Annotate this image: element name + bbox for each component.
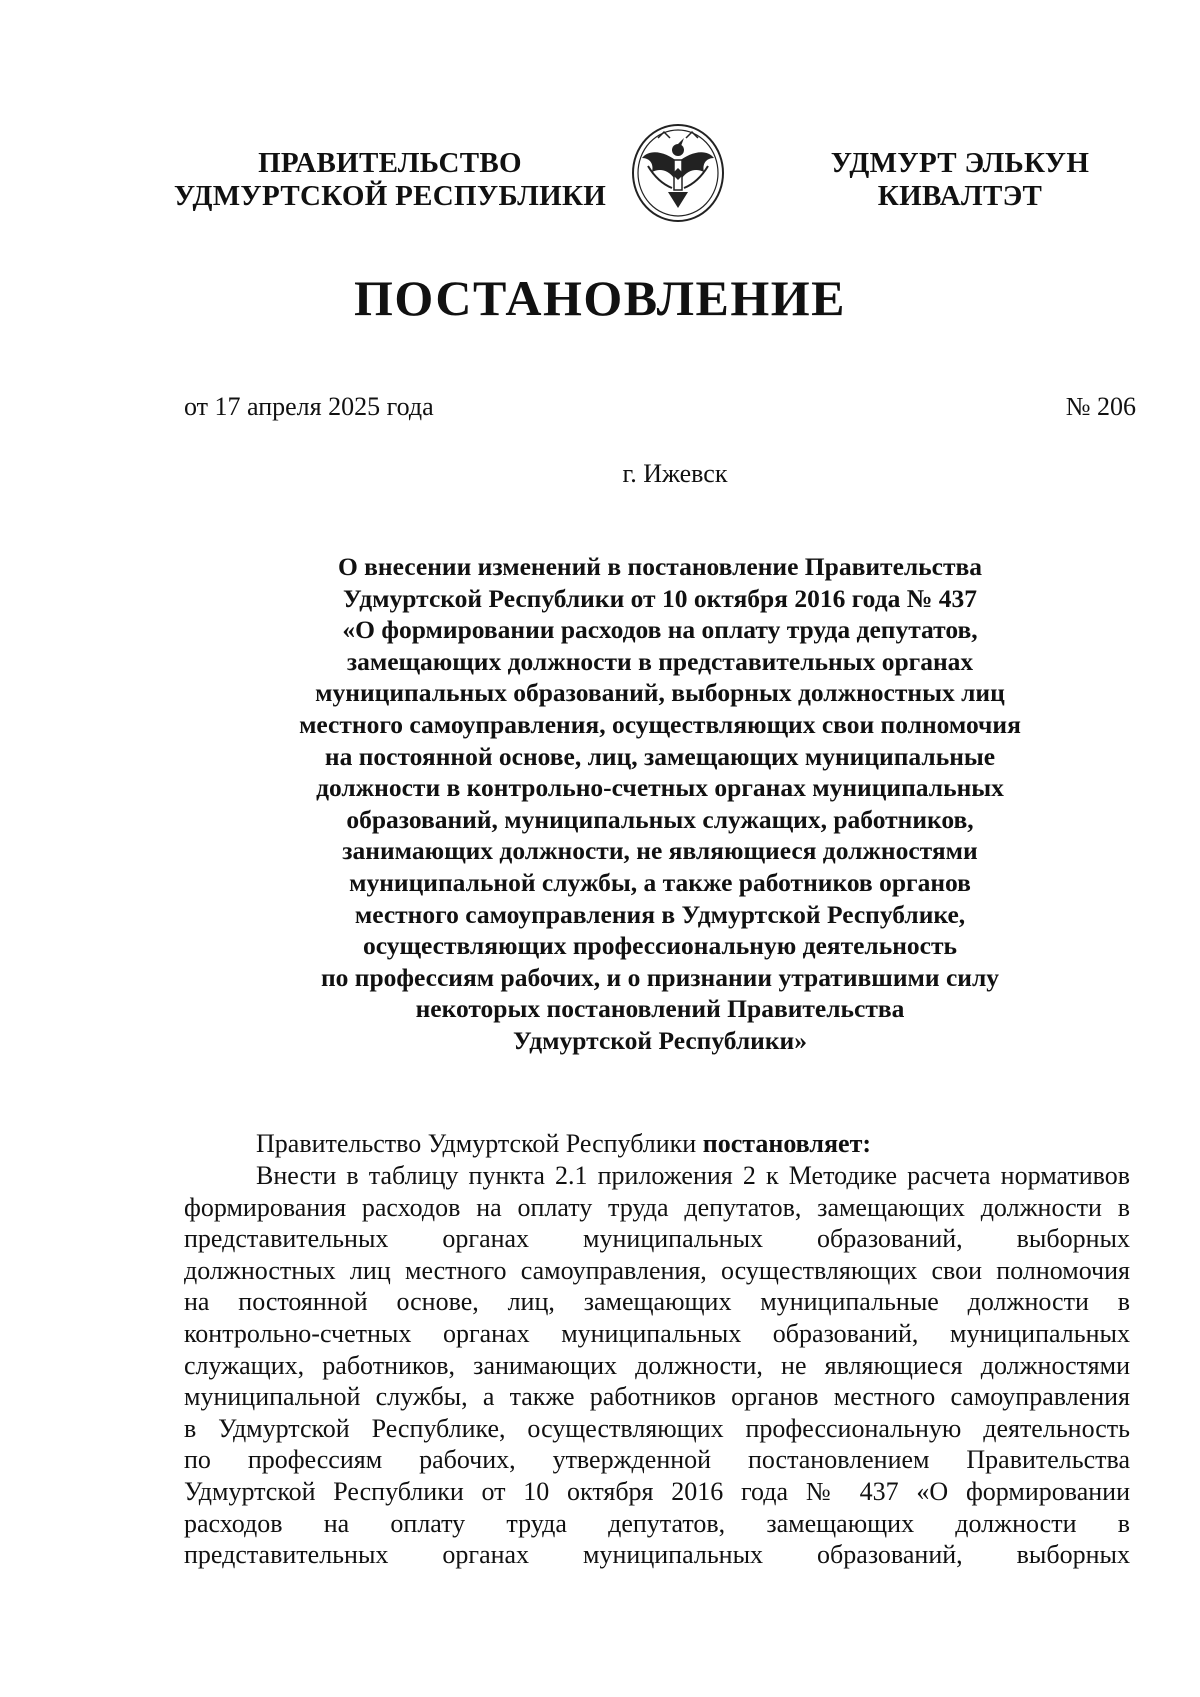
title-line: Удмуртской Республики от 10 октября 2016 года № 437 xyxy=(343,583,977,613)
header-right-line2: КИВАЛТЭТ xyxy=(877,180,1043,212)
header-left-line1: ПРАВИТЕЛЬСТВО xyxy=(258,147,522,179)
body-line: должностных лиц местного самоуправления, осуществляющих свои полномочия xyxy=(184,1255,1130,1285)
title-line: местного самоуправления, осуществляющих свои полномочия xyxy=(299,709,1021,739)
header-right-line1: УДМУРТ ЭЛЬКУН xyxy=(830,147,1090,179)
body-line: муниципальной службы, а также работников органов местного самоуправления xyxy=(184,1382,1130,1412)
header-left xyxy=(160,147,620,213)
title-line: по профессиям рабочих, и о признании утратившими силу xyxy=(320,962,1000,992)
title-line: некоторых постановлений Правительства xyxy=(415,994,905,1024)
intro-resolves: постановляет: xyxy=(702,1129,871,1158)
body-line: служащих, работников, занимающих должности, не являющиеся должностями xyxy=(184,1350,1130,1380)
body-line: представительных органах муниципальных образований, выборных xyxy=(184,1540,1130,1570)
body-line: Удмуртской Республики от 10 октября 2016 года № 437 «О формировании xyxy=(184,1476,1130,1506)
title-line: Удмуртской Республики» xyxy=(513,1025,807,1055)
intro-paragraph xyxy=(256,1128,871,1160)
title-line: должности в контрольно-счетных органах муниципальных xyxy=(316,773,1004,803)
title-line: замещающих должности в представительных органах xyxy=(346,646,974,676)
header-left-line2: УДМУРТСКОЙ РЕСПУБЛИКИ xyxy=(173,180,607,212)
coat-of-arms-icon xyxy=(628,122,728,224)
title-line: местного самоуправления в Удмуртской Республике, xyxy=(354,899,966,929)
title-line: образований, муниципальных служащих, работников, xyxy=(346,804,974,834)
body-line: по профессиям рабочих, утвержденной постановлением Правительства xyxy=(184,1445,1130,1475)
title-line: занимающих должности, не являющиеся должностями xyxy=(342,836,978,866)
body-line: контрольно-счетных органах муниципальных образований, муниципальных xyxy=(184,1318,1130,1348)
header-right xyxy=(800,147,1120,213)
body-line: на постоянной основе, лиц, замещающих муниципальные должности в xyxy=(184,1287,1130,1317)
document-title xyxy=(240,551,1080,1057)
title-line: «О формировании расходов на оплату труда депутатов, xyxy=(342,615,978,645)
intro-text: Правительство Удмуртской Республики xyxy=(256,1129,703,1158)
body-paragraph xyxy=(184,1160,1130,1571)
title-line: осуществляющих профессиональную деятельность xyxy=(362,931,957,961)
body-line: расходов на оплату труда депутатов, замещающих должности в xyxy=(184,1508,1130,1538)
body-line: Внести в таблицу пункта 2.1 приложения 2 к Методике расчета нормативов xyxy=(256,1161,1130,1190)
document-type: ПОСТАНОВЛЕНИЕ xyxy=(354,270,846,326)
document-number: № 206 xyxy=(1065,392,1136,421)
document-date: от 17 апреля 2025 года xyxy=(184,392,434,421)
body-line: в Удмуртской Республике, осуществляющих профессиональную деятельность xyxy=(184,1413,1130,1443)
title-line: муниципальной службы, а также работников органов xyxy=(349,867,971,897)
document-city: г. Ижевск xyxy=(622,459,728,488)
body-line: представительных органах муниципальных образований, выборных xyxy=(184,1224,1130,1254)
title-line: муниципальных образований, выборных должностных лиц xyxy=(315,678,1005,708)
title-line: О внесении изменений в постановление Правительства xyxy=(337,552,983,581)
title-line: на постоянной основе, лиц, замещающих муниципальные xyxy=(324,741,996,771)
body-line: формирования расходов на оплату труда депутатов, замещающих должности в xyxy=(184,1192,1130,1222)
